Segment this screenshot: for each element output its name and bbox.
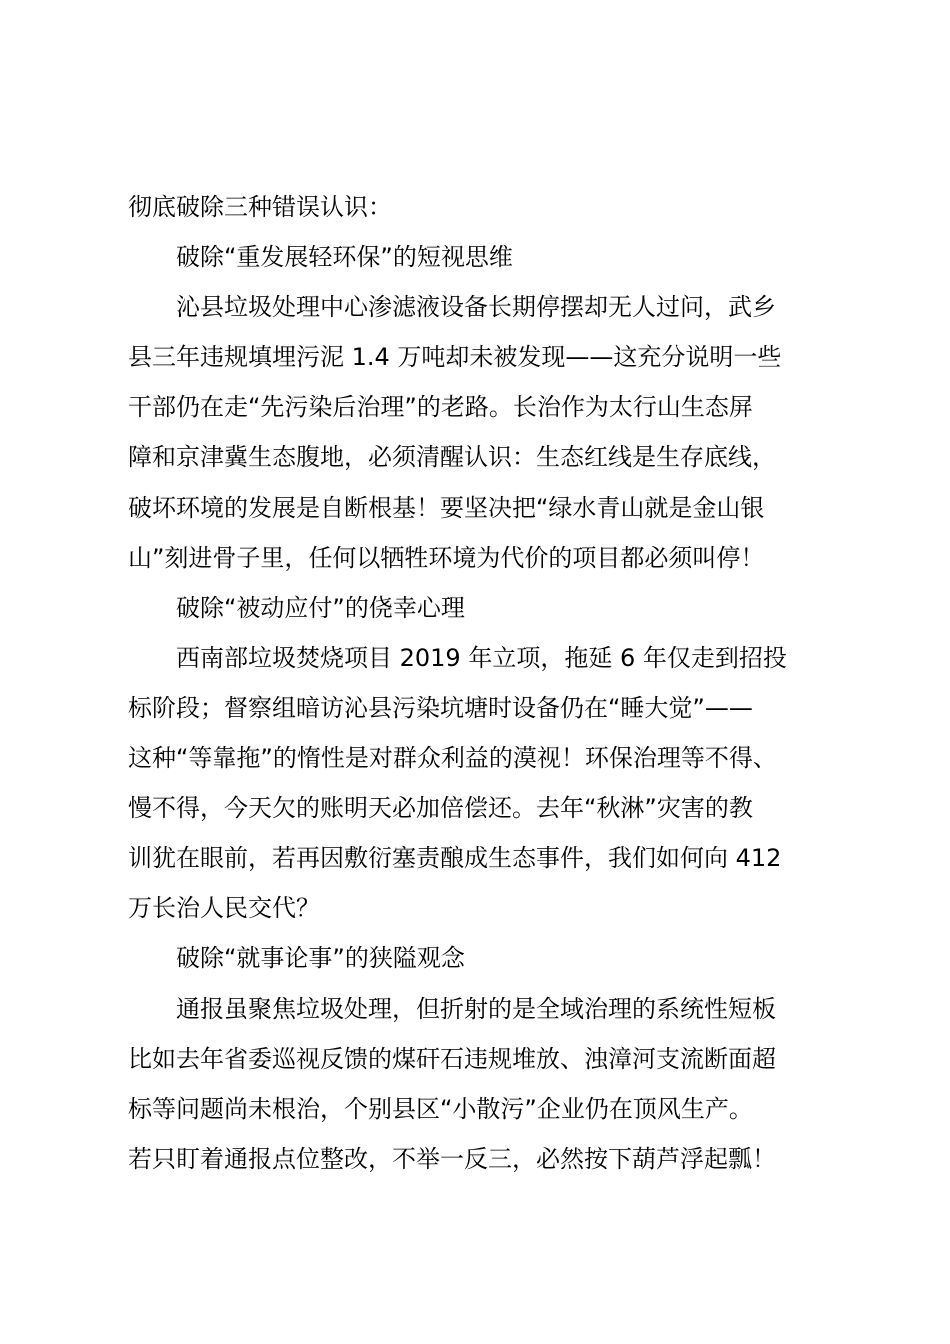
paragraph-line: 山”刻进骨子里，任何以牺牲环境为代价的项目都必须叫停！ — [128, 543, 765, 572]
paragraph-line: 比如去年省委巡视反馈的煤矸石违规堆放、浊漳河支流断面超 — [128, 1044, 776, 1073]
paragraph-line: 训犹在眼前，若再因敷衍塞责酿成生态事件，我们如何向 412 — [128, 844, 782, 873]
paragraph-line: 标等问题尚未根治，个别县区“小散污”企业仍在顶风生产。 — [128, 1094, 753, 1123]
text-line: 彻底破除三种错误认识： — [128, 193, 392, 221]
section-heading: 破除“重发展轻环保”的短视思维 — [176, 243, 513, 272]
paragraph-line: 这种“等靠拖”的惰性是对群众利益的漠视！环保治理等不得、 — [128, 744, 777, 773]
paragraph-line: 标阶段；督察组暗访沁县污染坑塘时设备仍在“睡大觉”—— — [128, 693, 753, 722]
paragraph-line: 县三年违规填埋污泥 1.4 万吨却未被发现——这充分说明一些 — [128, 343, 782, 372]
paragraph-line: 破坏环境的发展是自断根基！要坚决把“绿水青山就是金山银 — [128, 493, 765, 522]
paragraph-line: 慢不得，今天欠的账明天必加倍偿还。去年“秋淋”灾害的教 — [128, 794, 753, 823]
paragraph-line: 障和京津冀生态腹地，必须清醒认识：生态红线是生存底线， — [128, 443, 776, 472]
section-heading: 破除“被动应付”的侥幸心理 — [176, 593, 465, 622]
body-text — [128, 182, 840, 1184]
paragraph-line: 干部仍在走“先污染后治理”的老路。长治作为太行山生态屏 — [128, 393, 753, 422]
paragraph-line: 通报虽聚焦垃圾处理，但折射的是全域治理的系统性短板 — [176, 994, 776, 1023]
paragraph-line: 沁县垃圾处理中心渗滤液设备长期停摆却无人过问，武乡 — [176, 293, 776, 322]
paragraph-line: 若只盯着通报点位整改，不举一反三，必然按下葫芦浮起瓢！ — [128, 1144, 776, 1173]
section-heading: 破除“就事论事”的狭隘观念 — [176, 944, 465, 973]
paragraph-line: 万长治人民交代？ — [128, 894, 320, 923]
paragraph-line: 西南部垃圾焚烧项目 2019 年立项，拖延 6 年仅走到招投 — [176, 643, 787, 672]
